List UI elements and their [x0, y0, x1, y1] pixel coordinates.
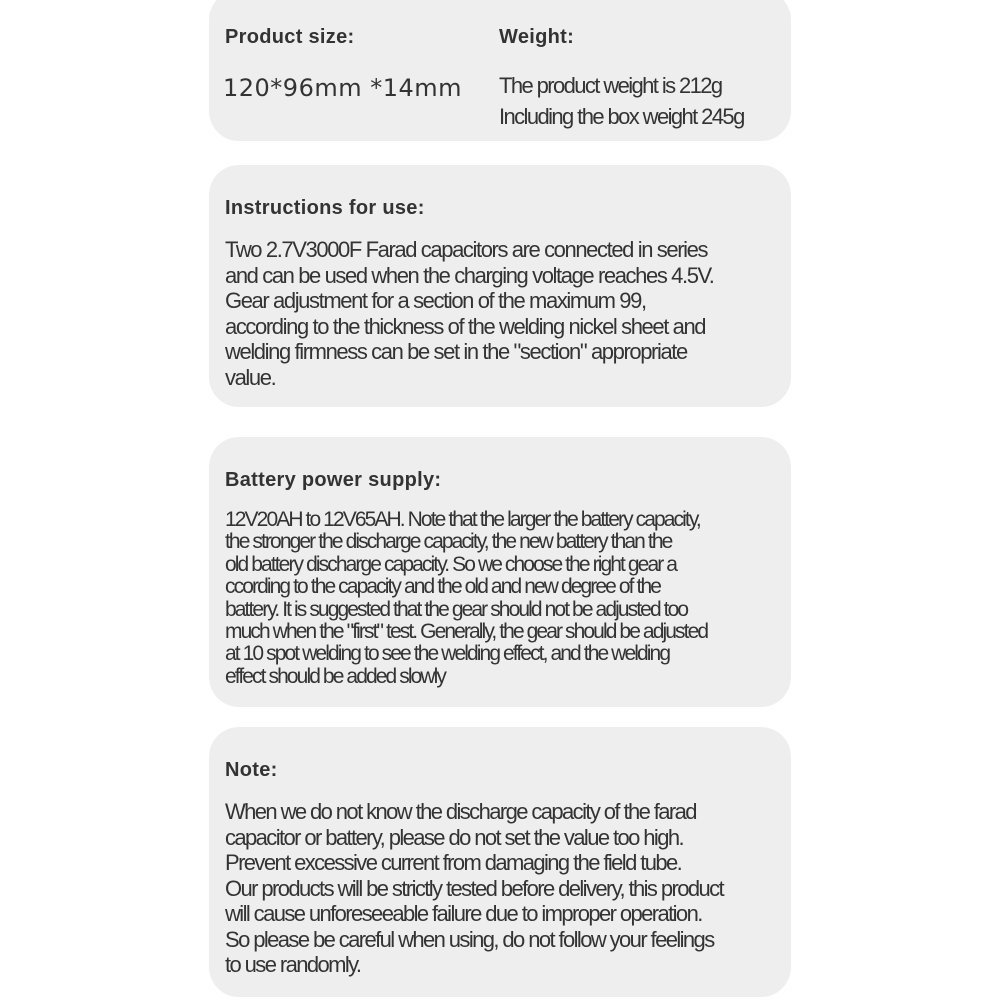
- note-line: capacitor or battery, please do not set the value too high.: [225, 824, 683, 850]
- instructions-line: welding firmness can be set in the "section" appropriate: [225, 339, 687, 364]
- battery-line: 12V20AH to 12V65AH. Note that the larger the battery capacity,: [225, 508, 700, 531]
- note-line: Our products will be strictly tested before delivery, this product: [225, 875, 724, 901]
- instructions-line: and can be used when the charging voltage reaches 4.5V.: [225, 262, 714, 288]
- note-line: Prevent excessive current from damaging the field tube.: [225, 850, 682, 875]
- instructions-line: according to the thickness of the welding nickel sheet and: [225, 313, 706, 339]
- instructions-line: Two 2.7V3000F Farad capacitors are connected in series: [225, 237, 708, 262]
- battery-line: at 10 spot welding to see the welding effect, and the welding: [225, 642, 670, 666]
- battery-card: [209, 437, 791, 707]
- instructions-heading: Instructions for use:: [225, 197, 425, 219]
- battery-body: [225, 509, 783, 688]
- note-heading: Note:: [225, 759, 278, 781]
- instructions-body: [225, 237, 783, 390]
- instructions-card: [209, 165, 791, 407]
- battery-line: much when the "first" test. Generally, the gear should be adjusted: [225, 620, 708, 644]
- product-size-section: [223, 26, 463, 102]
- instructions-line: value.: [225, 364, 276, 390]
- note-line: will cause unforeseeable failure due to improper operation.: [225, 901, 702, 926]
- weight-line: Including the box weight 245g: [499, 104, 744, 129]
- weight-value: [499, 70, 744, 132]
- note-body: [225, 799, 783, 978]
- spec-card: [209, 0, 791, 141]
- battery-line: old battery discharge capacity. So we choose the right gear a: [225, 552, 677, 576]
- battery-line: effect should be added slowly: [225, 664, 446, 688]
- weight-heading: Weight:: [499, 26, 575, 48]
- product-size-heading: Product size:: [225, 26, 355, 48]
- weight-line: The product weight is 212g: [499, 73, 722, 98]
- instructions-line: Gear adjustment for a section of the maximum 99,: [225, 288, 646, 313]
- battery-line: battery. It is suggested that the gear should not be adjusted too: [225, 597, 688, 621]
- product-size-value: 120*96mm *14mm: [223, 74, 463, 102]
- battery-line: the stronger the discharge capacity, the new battery than the: [225, 530, 672, 554]
- battery-line: ccording to the capacity and the old and new degree of the: [225, 575, 661, 599]
- battery-heading: Battery power supply:: [225, 469, 442, 491]
- note-line: When we do not know the discharge capacity of the farad: [225, 799, 696, 824]
- note-card: [209, 727, 791, 997]
- note-line: to use randomly.: [225, 952, 361, 977]
- weight-section: [499, 26, 744, 129]
- note-line: So please be careful when using, do not follow your feelings: [225, 926, 714, 952]
